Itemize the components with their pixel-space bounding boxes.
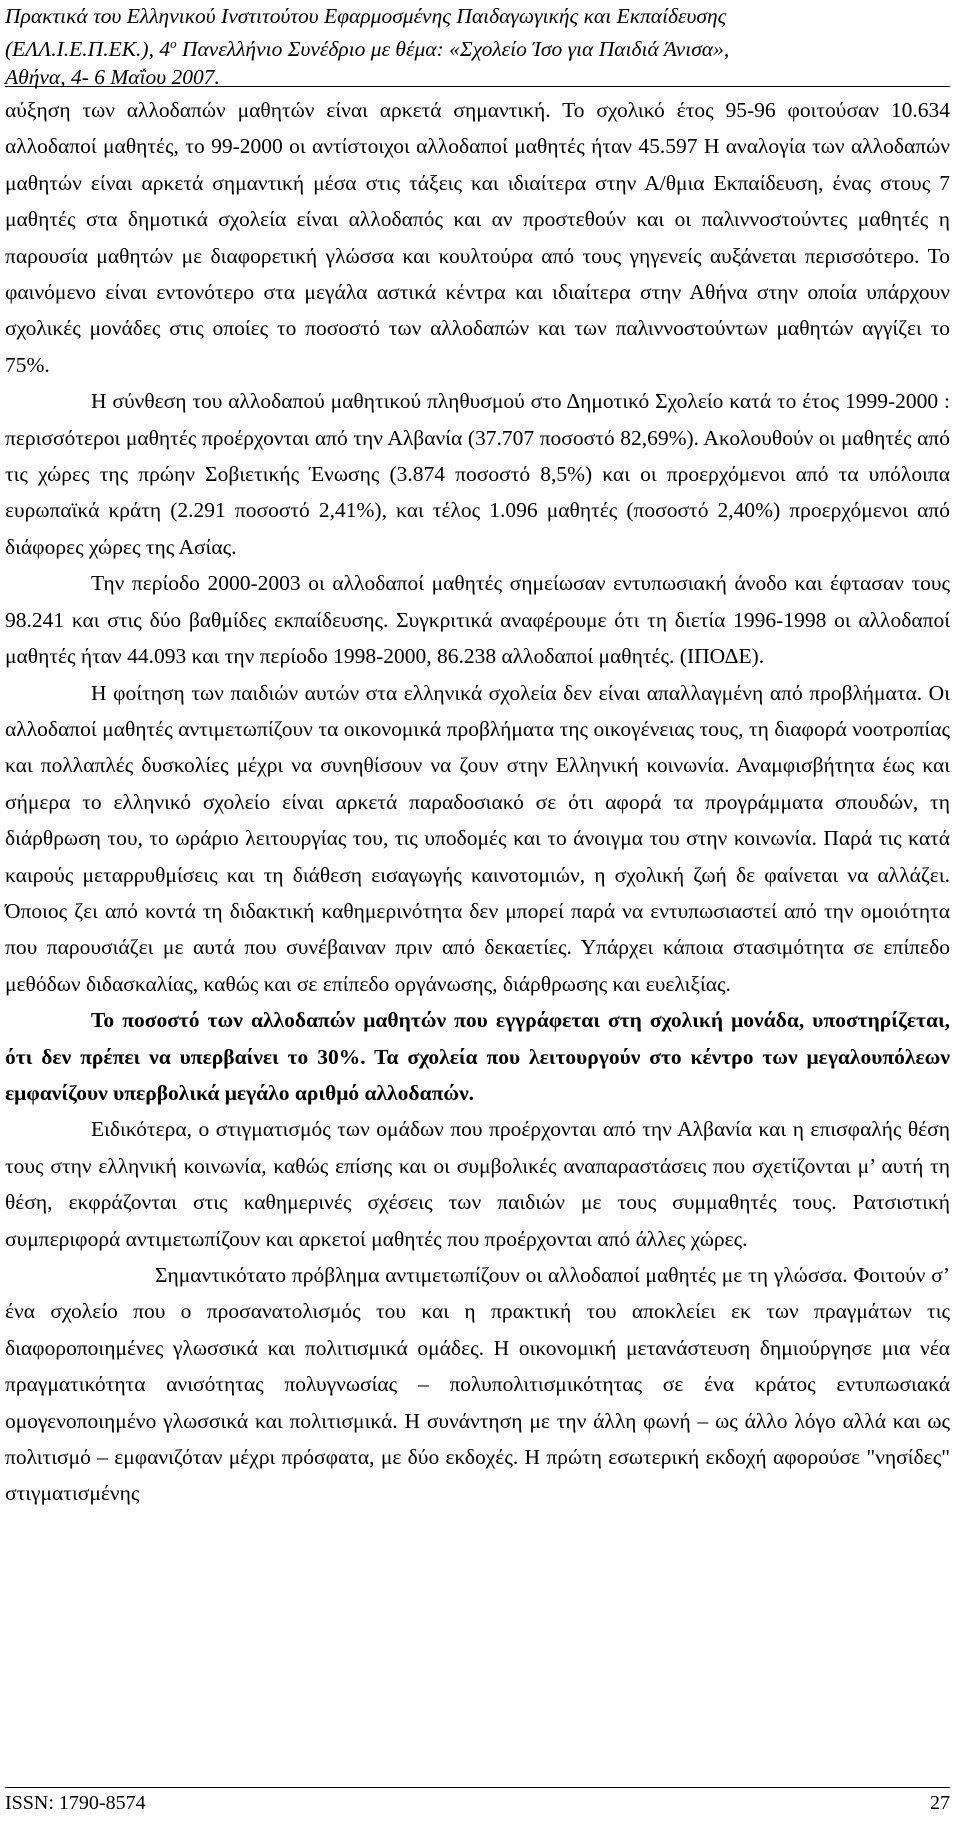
header-divider xyxy=(5,86,950,87)
footer-divider xyxy=(5,1787,950,1788)
running-header xyxy=(5,2,950,91)
paragraph-percentage-limit: Το ποσοστό των αλλοδαπών μαθητών που εγγράφεται στη σχολική μονάδα, υποστηρίζεται, ότι δεν πρέπει να υπερβαίνει το 30%. Τα σχολεία που λειτουργούν στο κέντρο των μεγαλουπόλεων εμφανίζουν υπερβολικά μεγάλο αριθμό αλλοδαπών. xyxy=(5,1008,950,1105)
paragraph-student-composition: Η σύνθεση του αλλοδαπού μαθητικού πληθυσμού στο Δημοτικό Σχολείο κατά το έτος 1999-2000 : περισσότεροι μαθητές προέρχονται από την Αλβανία (37.707 ποσοστό 82,69%). Ακολουθούν οι μαθητές από τις χώρες της πρώην Σοβιετικής Ένωσης (3.874 ποσοστό 8,5%) και οι προερχόμενοι από τα υπόλοιπα ευρωπαϊκά κράτη (2.291 ποσοστό 2,41%), και τέλος 1.096 μαθητές (ποσοστό 2,40%) προερχόμενοι από διάφορες χώρες της Ασίας. xyxy=(5,389,950,559)
paragraph-foreign-students-increase: αύξηση των αλλοδαπών μαθητών είναι αρκετά σημαντική. Το σχολικό έτος 95-96 φοιτούσαν 10.634 αλλοδαποί μαθητές, το 99-2000 οι αντίστοιχοι αλλοδαποί μαθητές ήταν 45.597 Η αναλογία των αλλοδαπών μαθητών είναι αρκετά σημαντική μέσα στις τάξεις και ιδιαίτερα στην Α/θμια Εκπαίδευση, ένας στους 7 μαθητές στα δημοτικά σχολεία είναι αλλοδαπός και αν προστεθούν και οι παλιννοστούντες μαθητές η παρουσία μαθητών με διαφορετική γλώσσα και κουλτούρα από τους γηγενείς αυξάνεται περισσότερο. Το φαινόμενο είναι εντονότερο στα μεγάλα αστικά κέντρα και ιδιαίτερα στην Αθήνα στην οποία υπάρχουν σχολικές μονάδες στις οποίες το ποσοστό των αλλοδαπών και των παλιννοστούντων μαθητών αγγίζει το 75%. xyxy=(5,98,950,377)
paragraph-language-problem: Σημαντικότατο πρόβλημα αντιμετωπίζουν οι αλλοδαποί μαθητές με τη γλώσσα. Φοιτούν σ’ ένα σχολείο που ο προσανατολισμός του και η πρακτική του αποκλείει εκ των πραγμάτων τις διαφοροποιημένες γλωσσικά και πολιτισμικά ομάδες. Η οικονομική μετανάστευση δημιούργησε μια νέα πραγματικότητα ανισότητας πολυγνωσίας – πολυπολιτισμικότητας σε ένα κράτος εντυπωσιακά ομογενοποιημένο γλωσσικά και πολιτισμικά. Η συνάντηση με την άλλη φωνή – ως άλλο λόγο αλλά και ως πολιτισμό – εμφανιζόταν μέχρι πρόσφατα, με δύο εκδοχές. Η πρώτη εσωτερική εκδοχή αφορούσε "νησίδες" στιγματισμένης xyxy=(5,1263,950,1506)
header-line-2-prefix: (ΕΛΛ.Ι.Ε.Π.ΕΚ.), 4 xyxy=(5,37,171,62)
header-line-3: Αθήνα, 4- 6 Μαΐου 2007. xyxy=(5,65,220,90)
header-line-1: Πρακτικά του Ελληνικού Ινστιτούτου Εφαρμοσμένης Παιδαγωγικής και Εκπαίδευσης xyxy=(5,4,727,28)
footer-issn: ISSN: 1790-8574 xyxy=(5,1792,146,1814)
paragraph-school-problems: Η φοίτηση των παιδιών αυτών στα ελληνικά σχολεία δεν είναι απαλλαγμένη από προβλήματα. Οι αλλοδαποί μαθητές αντιμετωπίζουν τα οικονομικά προβλήματα της οικογένειας τους, τη διαφορά νοοτροπίας και πολλαπλές δυσκολίες μέχρι να συνηθίσουν να ζουν στην Ελληνική κοινωνία. Αναμφισβήτητα έως και σήμερα το ελληνικό σχολείο είναι αρκετά παραδοσιακό σε ότι αφορά τα προγράμματα σπουδών, τη διάρθρωση του, το ωράριο λειτουργίας του, τις υποδομές και το άνοιγμα του στην κοινωνία. Παρά τις κατά καιρούς μεταρρυθμίσεις και τη διάθεση εισαγωγής καινοτομιών, η σχολική ζωή δε φαίνεται να αλλάζει. Όποιος ζει από κοντά τη διδακτική καθημερινότητα δεν μπορεί παρά να εντυπωσιαστεί από την ομοιότητα που παρουσιάζει με αυτά που συνέβαιναν πριν από δεκαετίες. Υπάρχει κάποια στασιμότητα σε επίπεδο μεθόδων διδασκαλίας, καθώς και σε επίπεδο οργάνωσης, διάρθρωσης και ευελιξίας. xyxy=(5,680,950,996)
page-number: 27 xyxy=(930,1792,950,1814)
header-ordinal-superscript: ο xyxy=(170,36,177,51)
paragraph-period-2000-2003: Την περίοδο 2000-2003 οι αλλοδαποί μαθητές σημείωσαν εντυπωσιακή άνοδο και έφτασαν τους 98.241 και στις δύο βαθμίδες εκπαίδευσης. Συγκριτικά αναφέρουμε ότι τη διετία 1996-1998 οι αλλοδαποί μαθητές ήταν 44.093 και την περίοδο 1998-2000, 86.238 αλλοδαποί μαθητές. (ΙΠΟΔΕ). xyxy=(5,571,950,669)
body-text xyxy=(5,92,950,1512)
paragraph-stigmatization: Ειδικότερα, ο στιγματισμός των ομάδων που προέρχονται από την Αλβανία και η επισφαλής θέση τους στην ελληνική κοινωνία, καθώς επίσης και οι συμβολικές αναπαραστάσεις που σχετίζονται μ’ αυτή τη θέση, εκφράζονται στις καθημερινές σχέσεις των παιδιών με τους συμμαθητές τους. Ρατσιστική συμπεριφορά αντιμετωπίζουν και αρκετοί μαθητές που προέρχονται από άλλες χώρες. xyxy=(5,1117,950,1251)
header-line-2 xyxy=(5,30,950,63)
header-line-2-suffix: Πανελλήνιο Συνέδριο με θέμα: «Σχολείο Ίσο για Παιδιά Άνισα», xyxy=(176,37,730,62)
